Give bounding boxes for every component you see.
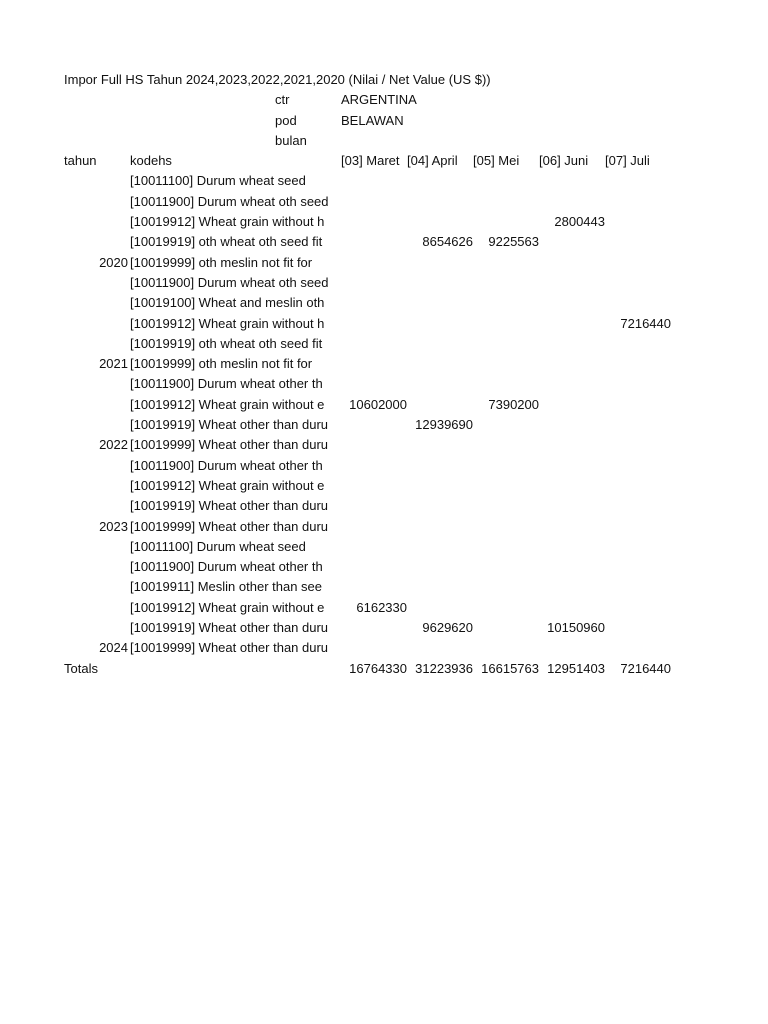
table-row (64, 232, 704, 252)
value-cell[interactable] (407, 314, 473, 334)
value-cell[interactable] (605, 537, 671, 557)
value-cell[interactable] (605, 456, 671, 476)
value-cell[interactable] (539, 171, 605, 191)
value-cell[interactable] (539, 476, 605, 496)
value-cell[interactable] (341, 638, 407, 658)
filter-key[interactable]: ctr (275, 92, 290, 108)
value-cell[interactable] (539, 334, 605, 354)
value-cell[interactable]: 9629620 (422, 620, 473, 636)
year-cell[interactable] (64, 314, 128, 334)
value-cell[interactable] (605, 253, 671, 273)
header-kodehs[interactable]: kodehs (130, 153, 172, 169)
year-cell[interactable] (64, 456, 128, 476)
value-cell[interactable] (341, 577, 407, 597)
value-cell[interactable] (605, 435, 671, 455)
header-month[interactable]: [07] Juli (605, 153, 650, 169)
value-cell[interactable] (605, 192, 671, 212)
value-cell[interactable] (407, 354, 473, 374)
hs-code-cell[interactable]: [10019912] Wheat grain without e (130, 396, 325, 412)
hs-code-cell[interactable]: [10019999] Wheat other than duru (130, 437, 329, 453)
value-cell[interactable] (539, 192, 605, 212)
header-month[interactable]: [04] April (407, 153, 458, 169)
table-row (64, 415, 704, 435)
value-cell[interactable] (473, 374, 539, 394)
value-cell[interactable] (341, 273, 407, 293)
year-cell[interactable] (64, 557, 128, 577)
value-cell[interactable] (473, 598, 539, 618)
value-cell[interactable] (539, 232, 605, 252)
value-cell[interactable] (473, 476, 539, 496)
hs-code-cell[interactable]: [10019919] oth wheat oth seed fit (130, 335, 323, 351)
value-cell[interactable] (407, 476, 473, 496)
filter-value[interactable]: ARGENTINA (341, 92, 417, 108)
value-cell[interactable] (341, 618, 407, 638)
year-cell[interactable] (64, 577, 128, 597)
year-cell[interactable] (64, 374, 128, 394)
value-cell[interactable] (341, 496, 407, 516)
value-cell[interactable] (473, 618, 539, 638)
hs-code-cell[interactable]: [10019999] Wheat other than duru (130, 640, 329, 656)
value-cell[interactable] (341, 253, 407, 273)
value-cell[interactable] (539, 314, 605, 334)
hs-code-cell[interactable]: [10019912] Wheat grain without e (130, 477, 325, 493)
year-cell[interactable] (64, 192, 128, 212)
year-cell[interactable] (64, 415, 128, 435)
value-cell[interactable] (341, 557, 407, 577)
spreadsheet (64, 70, 704, 679)
filter-value[interactable] (341, 131, 491, 151)
hs-code-cell[interactable]: [10011900] Durum wheat other th (130, 559, 323, 575)
value-cell[interactable] (539, 374, 605, 394)
year-cell[interactable] (64, 273, 128, 293)
value-cell[interactable] (605, 395, 671, 415)
value-cell[interactable] (341, 456, 407, 476)
value-cell[interactable]: 6162330 (356, 599, 407, 615)
value-cell[interactable] (341, 212, 407, 232)
value-cell[interactable] (539, 435, 605, 455)
table-row (64, 537, 704, 557)
table-row (64, 618, 704, 638)
value-cell[interactable] (341, 537, 407, 557)
table-row (64, 476, 704, 496)
header-month[interactable]: [03] Maret (341, 153, 400, 169)
hs-code-cell[interactable]: [10019912] Wheat grain without h (130, 315, 325, 331)
filter-key[interactable]: pod (275, 112, 297, 128)
value-cell[interactable] (407, 334, 473, 354)
table-row (64, 253, 704, 273)
totals-label[interactable]: Totals (64, 660, 98, 676)
value-cell[interactable] (407, 253, 473, 273)
year-cell[interactable] (64, 395, 128, 415)
hs-code-cell[interactable]: [10011900] Durum wheat oth seed (130, 274, 329, 290)
table-row (64, 374, 704, 394)
hs-code-cell[interactable]: [10019999] Wheat other than duru (130, 518, 329, 534)
header-month[interactable]: [05] Mei (473, 153, 520, 169)
value-cell[interactable] (473, 273, 539, 293)
year-cell[interactable] (64, 598, 128, 618)
table-row (64, 517, 704, 537)
value-cell[interactable] (473, 517, 539, 537)
value-cell[interactable] (407, 517, 473, 537)
value-cell[interactable] (407, 171, 473, 191)
hs-code-cell[interactable]: [10011900] Durum wheat oth seed (130, 193, 329, 209)
value-cell[interactable] (407, 496, 473, 516)
hs-code-cell[interactable]: [10011900] Durum wheat other th (130, 457, 323, 473)
value-cell[interactable] (341, 314, 407, 334)
value-cell[interactable] (407, 577, 473, 597)
year-cell[interactable] (64, 212, 128, 232)
hs-code-cell[interactable]: [10019919] oth wheat oth seed fit (130, 234, 323, 250)
hs-code-cell[interactable]: [10019919] Wheat other than duru (130, 498, 329, 514)
value-cell[interactable]: 9225563 (488, 234, 539, 250)
value-cell[interactable] (473, 192, 539, 212)
sheet-title[interactable]: Impor Full HS Tahun 2024,2023,2022,2021,2020 (Nilai / Net Value (US $)) (64, 72, 491, 87)
value-cell[interactable]: 8654626 (422, 234, 473, 250)
value-cell[interactable] (539, 415, 605, 435)
value-cell[interactable]: 12939690 (415, 417, 473, 433)
value-cell[interactable] (473, 415, 539, 435)
table-row (64, 638, 704, 658)
filter-row (64, 90, 704, 110)
value-cell[interactable] (539, 638, 605, 658)
filter-row (64, 131, 704, 151)
header-tahun[interactable]: tahun (64, 153, 97, 169)
value-cell[interactable] (605, 293, 671, 313)
value-cell[interactable] (605, 374, 671, 394)
value-cell[interactable] (473, 314, 539, 334)
year-cell[interactable] (64, 476, 128, 496)
year-cell[interactable] (64, 232, 128, 252)
value-cell[interactable] (605, 598, 671, 618)
value-cell[interactable] (473, 496, 539, 516)
year-cell[interactable] (64, 293, 128, 313)
value-cell[interactable] (605, 517, 671, 537)
year-cell[interactable] (64, 496, 128, 516)
value-cell[interactable] (605, 273, 671, 293)
value-cell[interactable] (341, 293, 407, 313)
table-row (64, 314, 704, 334)
value-cell[interactable] (407, 395, 473, 415)
total-value[interactable]: 31223936 (415, 660, 473, 676)
value-cell[interactable] (473, 212, 539, 232)
year-cell[interactable]: 2024 (99, 640, 128, 656)
value-cell[interactable] (341, 334, 407, 354)
year-cell[interactable] (64, 334, 128, 354)
header-month[interactable]: [06] Juni (539, 153, 589, 169)
value-cell[interactable] (473, 557, 539, 577)
value-cell[interactable] (473, 354, 539, 374)
table-row (64, 456, 704, 476)
value-cell[interactable] (473, 171, 539, 191)
value-cell[interactable] (473, 638, 539, 658)
table-row (64, 577, 704, 597)
value-cell[interactable] (407, 374, 473, 394)
value-cell[interactable] (407, 435, 473, 455)
value-cell[interactable] (341, 415, 407, 435)
value-cell[interactable] (539, 496, 605, 516)
hs-code-cell[interactable]: [10019999] oth meslin not fit for (130, 356, 313, 372)
value-cell[interactable] (473, 334, 539, 354)
value-cell[interactable] (341, 232, 407, 252)
value-cell[interactable] (539, 456, 605, 476)
table-row (64, 334, 704, 354)
value-cell[interactable]: 7216440 (620, 315, 671, 331)
year-cell[interactable] (64, 171, 128, 191)
value-cell[interactable] (539, 557, 605, 577)
year-cell[interactable]: 2022 (99, 437, 128, 453)
value-cell[interactable] (473, 253, 539, 273)
value-cell[interactable] (605, 496, 671, 516)
value-cell[interactable] (341, 517, 407, 537)
value-cell[interactable]: 2800443 (554, 214, 605, 230)
value-cell[interactable] (407, 638, 473, 658)
year-cell[interactable]: 2020 (99, 254, 128, 270)
value-cell[interactable] (539, 577, 605, 597)
hs-code-cell[interactable]: [10011100] Durum wheat seed (130, 538, 306, 554)
hs-code-cell[interactable]: [10019912] Wheat grain without e (130, 599, 325, 615)
table-row (64, 557, 704, 577)
header-row (64, 151, 704, 171)
value-cell[interactable] (605, 415, 671, 435)
value-cell[interactable] (341, 435, 407, 455)
value-cell[interactable] (605, 557, 671, 577)
value-cell[interactable] (407, 293, 473, 313)
hs-code-cell[interactable]: [10019919] Wheat other than duru (130, 620, 329, 636)
title-row (64, 70, 704, 90)
value-cell[interactable] (605, 334, 671, 354)
value-cell[interactable] (341, 192, 407, 212)
year-cell[interactable] (64, 618, 128, 638)
value-cell[interactable] (407, 192, 473, 212)
table-row (64, 354, 704, 374)
filter-value[interactable]: BELAWAN (341, 112, 404, 128)
value-cell[interactable] (605, 354, 671, 374)
table-row (64, 192, 704, 212)
year-cell[interactable] (64, 537, 128, 557)
value-cell[interactable] (407, 537, 473, 557)
value-cell[interactable] (605, 638, 671, 658)
value-cell[interactable] (341, 476, 407, 496)
table-row (64, 273, 704, 293)
total-value[interactable]: 16764330 (349, 660, 407, 676)
value-cell[interactable] (407, 456, 473, 476)
value-cell[interactable] (539, 253, 605, 273)
value-cell[interactable]: 7390200 (488, 396, 539, 412)
table-row (64, 496, 704, 516)
value-cell[interactable] (539, 293, 605, 313)
total-value[interactable]: 16615763 (481, 660, 539, 676)
value-cell[interactable] (341, 374, 407, 394)
value-cell[interactable] (341, 354, 407, 374)
value-cell[interactable] (539, 517, 605, 537)
hs-code-cell[interactable]: [10019100] Wheat and meslin oth (130, 295, 325, 311)
value-cell[interactable] (605, 476, 671, 496)
filter-block (64, 90, 704, 151)
table-row (64, 395, 704, 415)
value-cell[interactable] (539, 598, 605, 618)
totals-row (64, 659, 704, 679)
value-cell[interactable] (473, 577, 539, 597)
value-cell[interactable] (407, 557, 473, 577)
filter-row (64, 111, 704, 131)
value-cell[interactable] (539, 273, 605, 293)
value-cell[interactable] (473, 435, 539, 455)
value-cell[interactable] (605, 618, 671, 638)
total-value[interactable]: 7216440 (620, 660, 671, 676)
hs-code-cell[interactable]: [10019912] Wheat grain without h (130, 214, 325, 230)
value-cell[interactable]: 10602000 (349, 396, 407, 412)
filter-key[interactable]: bulan (275, 132, 307, 148)
value-cell[interactable] (605, 232, 671, 252)
table-row (64, 598, 704, 618)
table-body (64, 171, 704, 658)
hs-code-cell[interactable]: [10011100] Durum wheat seed (130, 173, 306, 189)
value-cell[interactable] (473, 293, 539, 313)
value-cell[interactable] (407, 212, 473, 232)
value-cell[interactable] (407, 598, 473, 618)
value-cell[interactable] (539, 395, 605, 415)
table-row (64, 171, 704, 191)
value-cell[interactable] (407, 273, 473, 293)
table-row (64, 212, 704, 232)
hs-code-cell[interactable]: [10011900] Durum wheat other th (130, 376, 323, 392)
hs-code-cell[interactable]: [10019919] Wheat other than duru (130, 417, 329, 433)
year-cell[interactable]: 2021 (99, 356, 128, 372)
value-cell[interactable]: 10150960 (547, 620, 605, 636)
table-row (64, 293, 704, 313)
value-cell[interactable] (341, 171, 407, 191)
hs-code-cell[interactable]: [10019911] Meslin other than see (130, 579, 323, 595)
value-cell[interactable] (605, 212, 671, 232)
hs-code-cell[interactable]: [10019999] oth meslin not fit for (130, 254, 313, 270)
value-cell[interactable] (539, 537, 605, 557)
value-cell[interactable] (605, 171, 671, 191)
value-cell[interactable] (473, 537, 539, 557)
value-cell[interactable] (473, 456, 539, 476)
value-cell[interactable] (605, 577, 671, 597)
year-cell[interactable]: 2023 (99, 518, 128, 534)
total-value[interactable]: 12951403 (547, 660, 605, 676)
value-cell[interactable] (539, 354, 605, 374)
table-row (64, 435, 704, 455)
